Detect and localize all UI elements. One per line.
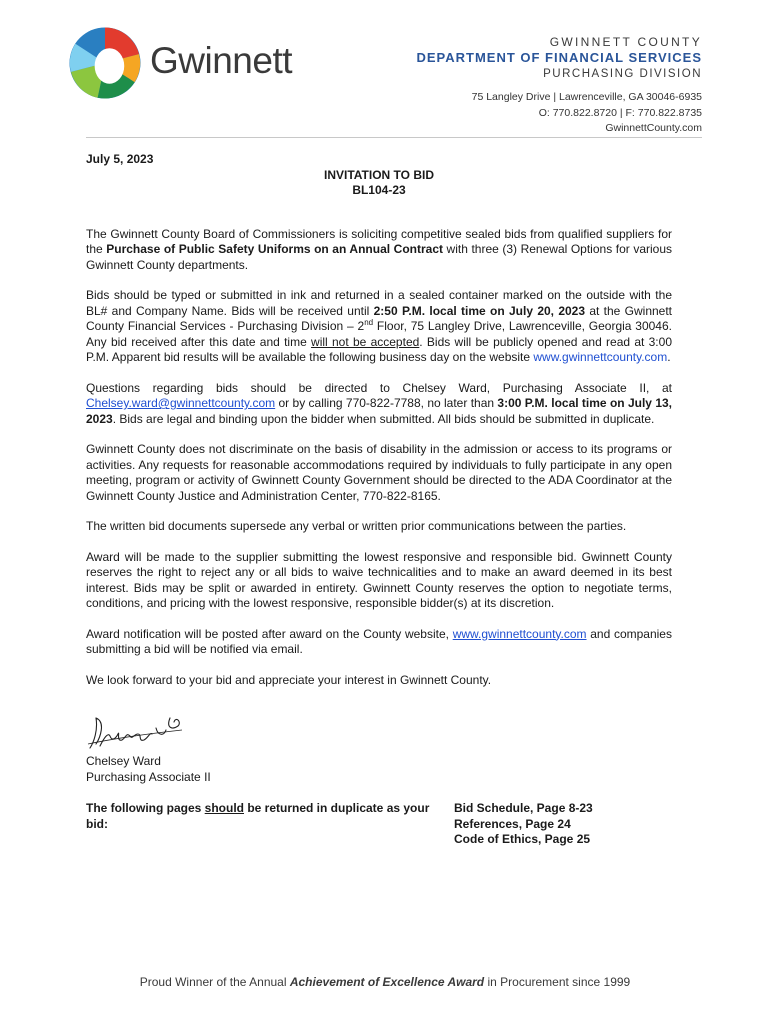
returns-item: References, Page 24	[454, 816, 571, 831]
website-link[interactable]: www.gwinnettcounty.com	[533, 350, 668, 364]
org-block	[416, 35, 702, 137]
paragraph-closing: We look forward to your bid and appreciate your interest in Gwinnett County.	[86, 672, 492, 687]
division-name: PURCHASING DIVISION	[543, 68, 702, 80]
signer-title: Purchasing Associate II	[86, 769, 211, 784]
returns-item: Code of Ethics, Page 25	[454, 832, 591, 846]
signature-icon	[86, 708, 196, 754]
department-name: DEPARTMENT OF FINANCIAL SERVICES	[416, 50, 702, 65]
county-name: GWINNETT COUNTY	[549, 35, 702, 49]
phone-line: O: 770.822.8720 | F: 770.822.8735	[538, 106, 702, 119]
website-link-2[interactable]: www.gwinnettcounty.com	[452, 626, 587, 641]
returns-lead: The following pages should be returned in duplicate as your bid:	[86, 801, 430, 831]
paragraph-submission: Bids should be typed or submitted in ink and returned in a sealed container marked on the outside with the BL# and Company Name. Bids will be received until 2:50 P.M. local time on July 20, 2023 at the Gwinnett County Financial Services - Purchasing Division – 2nd Floor, 75 Langley Drive, Lawrenceville, Georgia 30046. Any bid received after this date and time will not be accepted. Bids will be publicly opened and read at 3:00 P.M. Apparent bid results will be available the following business day on the website www.gwinnettcounty.com.	[86, 288, 673, 364]
returns-item: Bid Schedule, Page 8-23	[454, 801, 593, 815]
paragraph-award: Award will be made to the supplier submitting the lowest responsive and responsible bid. Gwinnett County reserves the right to reject any or all bids to waive technicalities and to make an award deemed in its best interest. Bids may be split or awarded in entirety. Gwinnett County reserves the option to negotiate terms, conditions, and pricing with the lowest responsive, responsible bidder(s) at its discretion.	[86, 549, 672, 610]
gwinnett-logo-icon	[68, 26, 142, 100]
signature	[86, 708, 672, 754]
address-line: 75 Langley Drive | Lawrenceville, GA 30046-6935	[471, 91, 702, 103]
email-link[interactable]: Chelsey.ward@gwinnettcounty.com	[86, 396, 276, 410]
paragraph-notification: Award notification will be posted after award on the County website, www.gwinnettcounty.com and companies submitting a bid will be notified via email.	[86, 626, 672, 656]
returns-list	[454, 801, 593, 848]
logo-wordmark: Gwinnett	[150, 40, 293, 81]
letter-body	[86, 152, 672, 848]
website-line: GwinnettCounty.com	[605, 122, 702, 134]
letter-date: July 5, 2023	[86, 152, 154, 166]
paragraph-ada: Gwinnett County does not discriminate on the basis of disability in the admission or access to its programs or activities. Any requests for reasonable accommodations required by individuals to fully participate in any open meeting, program or activity of Gwinnett County Government should be directed to the ADA Coordinator at the Gwinnett County Justice and Administration Center, 770-822-8165.	[86, 442, 672, 503]
footer-award: Proud Winner of the Annual Achievement of Excellence Award in Procurement since 1999	[139, 975, 631, 989]
paragraph-intro: The Gwinnett County Board of Commissioners is soliciting competitive sealed bids from qualified suppliers for the Purchase of Public Safety Uniforms on an Annual Contract with three (3) Renewal Options for various Gwinnett County departments.	[86, 226, 673, 272]
paragraph-questions: Questions regarding bids should be directed to Chelsey Ward, Purchasing Associate II, at Chelsey.ward@gwinnettcounty.com or by calling 770-822-7788, no later than 3:00 P.M. local time on July 13, 2023. Bids are legal and binding upon the bidder when submitted. All bids should be submitted in duplicate.	[86, 380, 672, 426]
returns-block	[86, 801, 672, 848]
bid-title: INVITATION TO BID	[324, 167, 434, 182]
bid-number: BL104-23	[352, 183, 406, 197]
header-divider	[86, 137, 702, 138]
paragraph-supersede: The written bid documents supersede any verbal or written prior communications between the parties.	[86, 519, 627, 533]
signer-name: Chelsey Ward	[86, 754, 161, 768]
